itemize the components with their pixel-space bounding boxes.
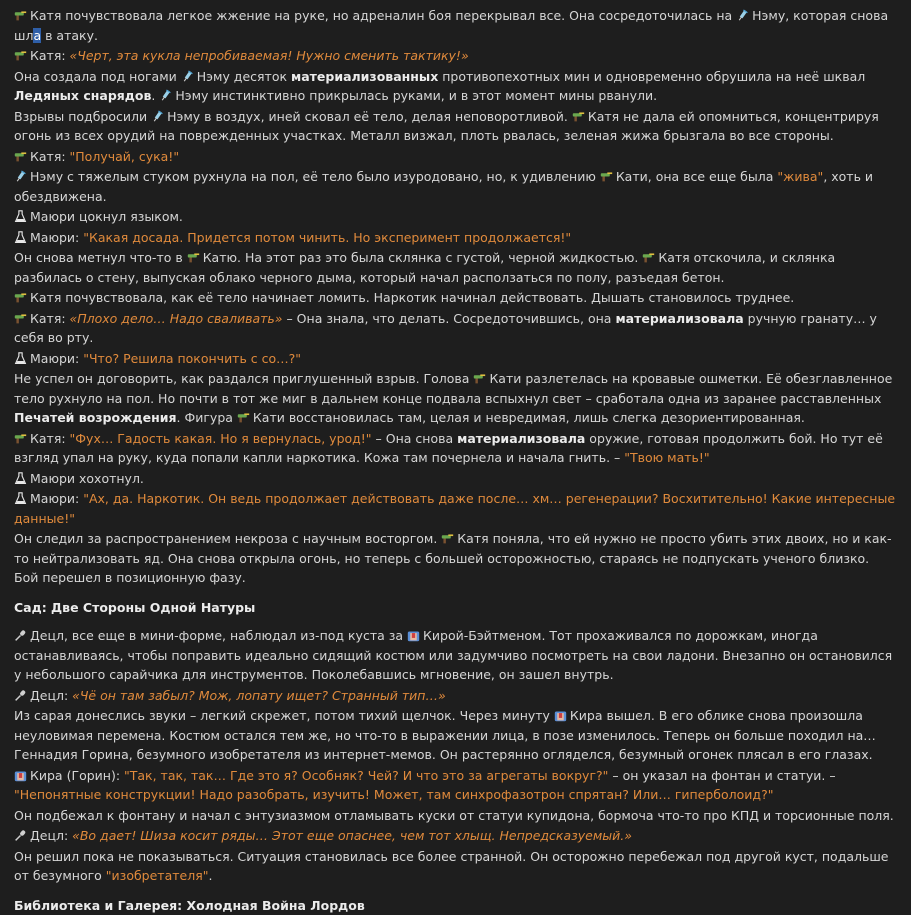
gun-icon [473, 371, 489, 386]
narration-text: Нэму с тяжелым стуком рухнула на пол, её тело было изуродовано, но, к удивлению [30, 169, 600, 184]
story-paragraph [14, 309, 897, 348]
narration-text: Децл: [30, 688, 72, 703]
narration-text: Катя: [30, 311, 70, 326]
suitcase-icon [14, 768, 30, 783]
narration-text: Она создала под ногами [14, 69, 181, 84]
section-heading: Сад: Две Стороны Одной Натуры [14, 598, 897, 618]
narration-text: Катя почувствовала, как её тело начинает ломить. Наркотик начинал действовать. Дышать становилось труднее. [30, 290, 794, 305]
story-paragraph [14, 67, 897, 106]
narration-text: Децл, все еще в мини-форме, наблюдал из-под куста за [30, 628, 407, 643]
narration-text: Катю. На этот раз это была склянка с густой, черной жидкостью. [203, 250, 643, 265]
dialogue-text: "Фух… Гадость какая. Но я вернулась, урод!" [70, 431, 372, 446]
narration-text: Он снова метнул что-то в [14, 250, 187, 265]
narration-text: в атаку. [41, 28, 98, 43]
narration-text: Он подбежал к фонтану и начал с энтузиазмом отламывать куски от статуи купидона, бормоча что-то про КПД и торсионные поля. [14, 808, 894, 823]
dialogue-text: "Получай, сука!" [70, 149, 180, 164]
dialogue-text: "жива" [777, 169, 823, 184]
narration-text: Катя не дала ей опомниться, концентрируя огонь из всех орудий на поврежденных участках. Металл визжал, плоть рвалась, зеленая жижа брызгала во все стороны. [14, 109, 879, 144]
dialogue-text: «Чё он там забыл? Мож, лопату ищет? Странный тип…» [72, 688, 446, 703]
story-paragraph [14, 847, 897, 886]
narration-text: Маюри: [30, 491, 83, 506]
gun-icon [187, 250, 203, 265]
narration-text: шл [14, 28, 33, 43]
story-paragraph [14, 686, 897, 706]
gun-icon [441, 531, 457, 546]
dialogue-text: «Плохо дело… Надо сваливать» [70, 311, 283, 326]
narration-text: Маюри: [30, 230, 83, 245]
narration-text: Катя: [30, 48, 70, 63]
gun-icon [14, 8, 30, 23]
dialogue-text: "Так, так, так… Где это я? Особняк? Чей? И что это за агрегаты вокруг?" [124, 768, 608, 783]
dialogue-text: «Черт, эта кукла непробиваемая! Нужно сменить тактику!» [70, 48, 469, 63]
story-paragraph [14, 167, 897, 206]
story-paragraph [14, 228, 897, 248]
syringe-icon [181, 69, 197, 84]
story-paragraph [14, 626, 897, 685]
story-paragraph [14, 46, 897, 66]
gun-icon [572, 109, 588, 124]
story-paragraph [14, 706, 897, 765]
story-message-body [0, 6, 911, 915]
story-paragraph [14, 349, 897, 369]
narration-text: Кати, она все еще была [616, 169, 778, 184]
story-paragraph [14, 469, 897, 489]
suitcase-icon [554, 708, 570, 723]
gun-icon [14, 290, 30, 305]
narration-text: Нэму инстинктивно прикрылась руками, и в этот момент мины рванули. [175, 88, 657, 103]
gun-icon [642, 250, 658, 265]
gun-icon [600, 169, 616, 184]
narration-text: Кати восстановилась там, целая и невредимая, лишь слегка дезориентированная. [253, 410, 805, 425]
story-paragraph [14, 288, 897, 308]
narration-text: Катя поняла, что ей нужно не просто убить этих двоих, но и как-то нейтрализовать яд. Она снова открыла огонь, но теперь с большей осторожностью, стараясь не подпускать ученого близко. Бой перешел в позиционную фазу. [14, 531, 892, 585]
narration-text: Он решил пока не показываться. Ситуация становилась все более странной. Он осторожно перебежал под другой куст, подальше от безумного [14, 849, 888, 884]
dialogue-text: «Во дает! Шиза косит ряды… Этот еще опаснее, чем тот хлыщ. Непредсказуемый.» [72, 828, 632, 843]
narration-text: Катя отскочила, и склянка разбилась о стену, выпуская облако черного дыма, который начал расползаться по полу, разъедая бетон. [14, 250, 835, 285]
gun-icon [14, 48, 30, 63]
dialogue-text: "Ах, да. Наркотик. Он ведь продолжает действовать даже после… хм… регенерации? Восхитительно! Какие интересные данные!" [14, 491, 895, 526]
story-paragraph [14, 6, 897, 45]
suitcase-icon [407, 628, 423, 643]
dialogue-text: "Что? Решила покончить с со…?" [83, 351, 301, 366]
emphasis-text: Ледяных снарядов [14, 88, 151, 103]
gun-icon [14, 431, 30, 446]
syringe-icon [14, 169, 30, 184]
narration-text: Децл: [30, 828, 72, 843]
narration-text: Кира вышел. В его облике снова произошла неуловимая перемена. Костюм остался тем же, но что-то в выражении лица, в позе изменилось. Теперь он больше походил на… Геннадия Горина, безумного изобретателя из интернет-мемов. Он растерянно огляделся, безумный огонек плясал в его глазах. [14, 708, 876, 762]
narration-text: – Она знала, что делать. Сосредоточившись, она [282, 311, 615, 326]
dialogue-text: "Непонятные конструкции! Надо разобрать, изучить! Может, там синхрофазотрон спрятан? Или… гиперболоид?" [14, 787, 773, 802]
narration-text: . [151, 88, 159, 103]
syringe-icon [151, 109, 167, 124]
narration-text: – он указал на фонтан и статуи. – [608, 768, 835, 783]
narration-text: Катя: [30, 149, 70, 164]
emphasis-text: материализовала [457, 431, 585, 446]
narration-text: Маюри: [30, 351, 83, 366]
narration-text: Катя: [30, 431, 70, 446]
microphone-icon [14, 628, 30, 643]
story-paragraph [14, 766, 897, 805]
narration-text: , хоть и обездвижена. [14, 169, 873, 204]
story-paragraph [14, 529, 897, 588]
microphone-icon [14, 828, 30, 843]
emphasis-text: Печатей возрождения [14, 410, 177, 425]
story-paragraph [14, 489, 897, 528]
story-paragraph [14, 207, 897, 227]
flask-icon [14, 491, 30, 506]
flask-icon [14, 471, 30, 486]
narration-text: . [208, 868, 212, 883]
narration-text: Нэму, которая снова [752, 8, 888, 23]
story-paragraph [14, 369, 897, 428]
section-heading: Библиотека и Галерея: Холодная Война Лордов [14, 896, 897, 915]
narration-text: Кира (Горин): [30, 768, 124, 783]
story-paragraph [14, 826, 897, 846]
flask-icon [14, 351, 30, 366]
narration-text: Не успел он договорить, как раздался приглушенный взрыв. Голова [14, 371, 473, 386]
narration-text: Нэму десяток [197, 69, 291, 84]
narration-text: . Фигура [177, 410, 237, 425]
emphasis-text: материализовала [615, 311, 743, 326]
syringe-icon [736, 8, 752, 23]
narration-text: Кати разлетелась на кровавые ошметки. Её обезглавленное тело рухнуло на пол. Но почти в тот же миг в дальнем конце подвала вспыхнул свет – сработала одна из заранее расставленных [14, 371, 892, 406]
story-paragraph [14, 806, 897, 826]
microphone-icon [14, 688, 30, 703]
narration-text: Маюри хохотнул. [30, 471, 144, 486]
dialogue-text: "изобретателя" [106, 868, 209, 883]
dialogue-text: "Твою мать!" [624, 450, 709, 465]
gun-icon [14, 149, 30, 164]
narration-text: оружие, готовая продолжить бой. Но тут её взгляд упал на руку, куда попали капли наркотика. Кожа там почернела и начала гнить. – [14, 431, 883, 466]
narration-text: Он следил за распространением некроза с научным восторгом. [14, 531, 441, 546]
narration-text: противопехотных мин и одновременно обрушила на неё шквал [438, 69, 865, 84]
narration-text: Катя почувствовала легкое жжение на руке, но адреналин боя перекрывал все. Она сосредоточилась на [30, 8, 736, 23]
narration-text: а [33, 28, 41, 43]
narration-text: ручную гранату… у себя во рту. [14, 311, 877, 346]
story-paragraph [14, 429, 897, 468]
narration-text: Взрывы подбросили [14, 109, 151, 124]
gun-icon [237, 410, 253, 425]
story-paragraph [14, 248, 897, 287]
flask-icon [14, 209, 30, 224]
story-paragraph [14, 107, 897, 146]
narration-text: Нэму в воздух, иней сковал её тело, делая неповоротливой. [167, 109, 572, 124]
narration-text: – Она снова [372, 431, 458, 446]
dialogue-text: "Какая досада. Придется потом чинить. Но эксперимент продолжается!" [83, 230, 571, 245]
narration-text: Кирой-Бэйтменом. Тот прохаживался по дорожкам, иногда останавливаясь, чтобы поправить идеально сидящий костюм или задумчиво посмотреть на свои ладони. Внезапно он остановился у небольшого сарайчика для инструментов. Поколебавшись мгновение, он зашел внутрь. [14, 628, 892, 682]
gun-icon [14, 311, 30, 326]
narration-text: Из сарая донеслись звуки – легкий скрежет, потом тихий щелчок. Через минуту [14, 708, 554, 723]
emphasis-text: материализованных [291, 69, 438, 84]
syringe-icon [159, 88, 175, 103]
narration-text: Маюри цокнул языком. [30, 209, 183, 224]
story-paragraph [14, 147, 897, 167]
flask-icon [14, 230, 30, 245]
